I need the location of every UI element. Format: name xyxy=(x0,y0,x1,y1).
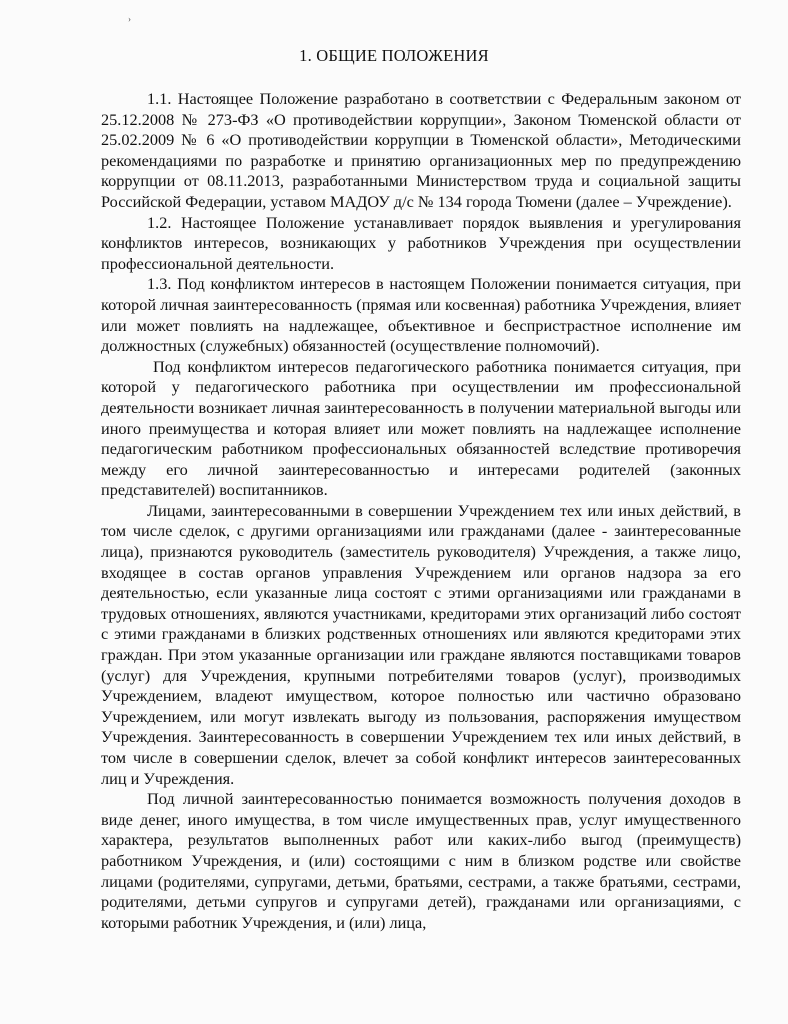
corner-mark: › xyxy=(128,14,131,24)
paragraph-interested-persons: Лицами, заинтересованными в совершении Учреждением тех или иных действий, в том числе сделок, с другими организациями или гражданами (далее - заинтересованные лица), признаются руководитель (заместитель руководителя) Учреждения, а также лицо, входящее в состав органов управления Учреждением или органов надзора за его деятельностью, если указанные лица состоят с этими организациями или гражданами в трудовых отношениях, являются участниками, кредиторами этих организаций либо состоят с этими гражданами в близких родственных отношениях или являются кредиторами этих граждан. При этом указанные организации или граждане являются поставщиками товаров (услуг) для Учреждения, крупными потребителями товаров (услуг), производимых Учреждением, владеют имуществом, которое полностью или частично образовано Учреждением, или могут извлекать выгоду из пользования, распоряжения имуществом Учреждения. Заинтересованность в совершении Учреждением тех или иных действий, в том числе в совершении сделок, влечет за собой конфликт интересов заинтересованных лиц и Учреждения. xyxy=(101,500,741,788)
section-heading: 1. ОБЩИЕ ПОЛОЖЕНИЯ xyxy=(299,46,489,65)
paragraph-1-3: 1.3. Под конфликтом интересов в настоящем Положении понимается ситуация, при которой личная заинтересованность (прямая или косвенная) работника Учреждения, влияет или может повлиять на надлежащее, объективное и беспристрастное исполнение им должностных (служебных) обязанностей (осуществление полномочий). xyxy=(101,274,741,356)
paragraph-pedagogical-conflict: Под конфликтом интересов педагогического работника понимается ситуация, при которой у педагогического работника при осуществлении им профессиональной деятельности возникает личная заинтересованность в получении материальной выгоды или иного преимущества и которая влияет или может повлиять на надлежащее исполнение педагогическим работником профессиональных обязанностей вследствие противоречия между его личной заинтересованностью и интересами родителей (законных представителей) воспитанников. xyxy=(101,356,741,500)
paragraph-1-2: 1.2. Настоящее Положение устанавливает порядок выявления и урегулирования конфликтов интересов, возникающих у работников Учреждения при осуществлении профессиональной деятельности. xyxy=(101,212,741,273)
paragraph-1-1: 1.1. Настоящее Положение разработано в соответствии с Федеральным законом от 25.12.2008 № 273-ФЗ «О противодействии коррупции», Законом Тюменской области от 25.02.2009 № 6 «О противодействии коррупции в Тюменской области», Методическими рекомендациями по разработке и принятию организационных мер по предупреждению коррупции от 08.11.2013, разработанными Министерством труда и социальной защиты Российской Федерации, уставом МАДОУ д/с № 134 города Тюмени (далее – Учреждение). xyxy=(101,89,741,211)
document-body xyxy=(101,89,741,933)
paragraph-personal-interest: Под личной заинтересованностью понимается возможность получения доходов в виде денег, иного имущества, в том числе имущественных прав, услуг имущественного характера, результатов выполненных работ или каких-либо выгод (преимуществ) работником Учреждения, и (или) состоящими с ним в близком родстве или свойстве лицами (родителями, супругами, детьми, братьями, сестрами, а также братьями, сестрами, родителями, детьми супругов и супругами детей), гражданами или организациями, с которыми работник Учреждения, и (или) лица, xyxy=(101,789,741,932)
